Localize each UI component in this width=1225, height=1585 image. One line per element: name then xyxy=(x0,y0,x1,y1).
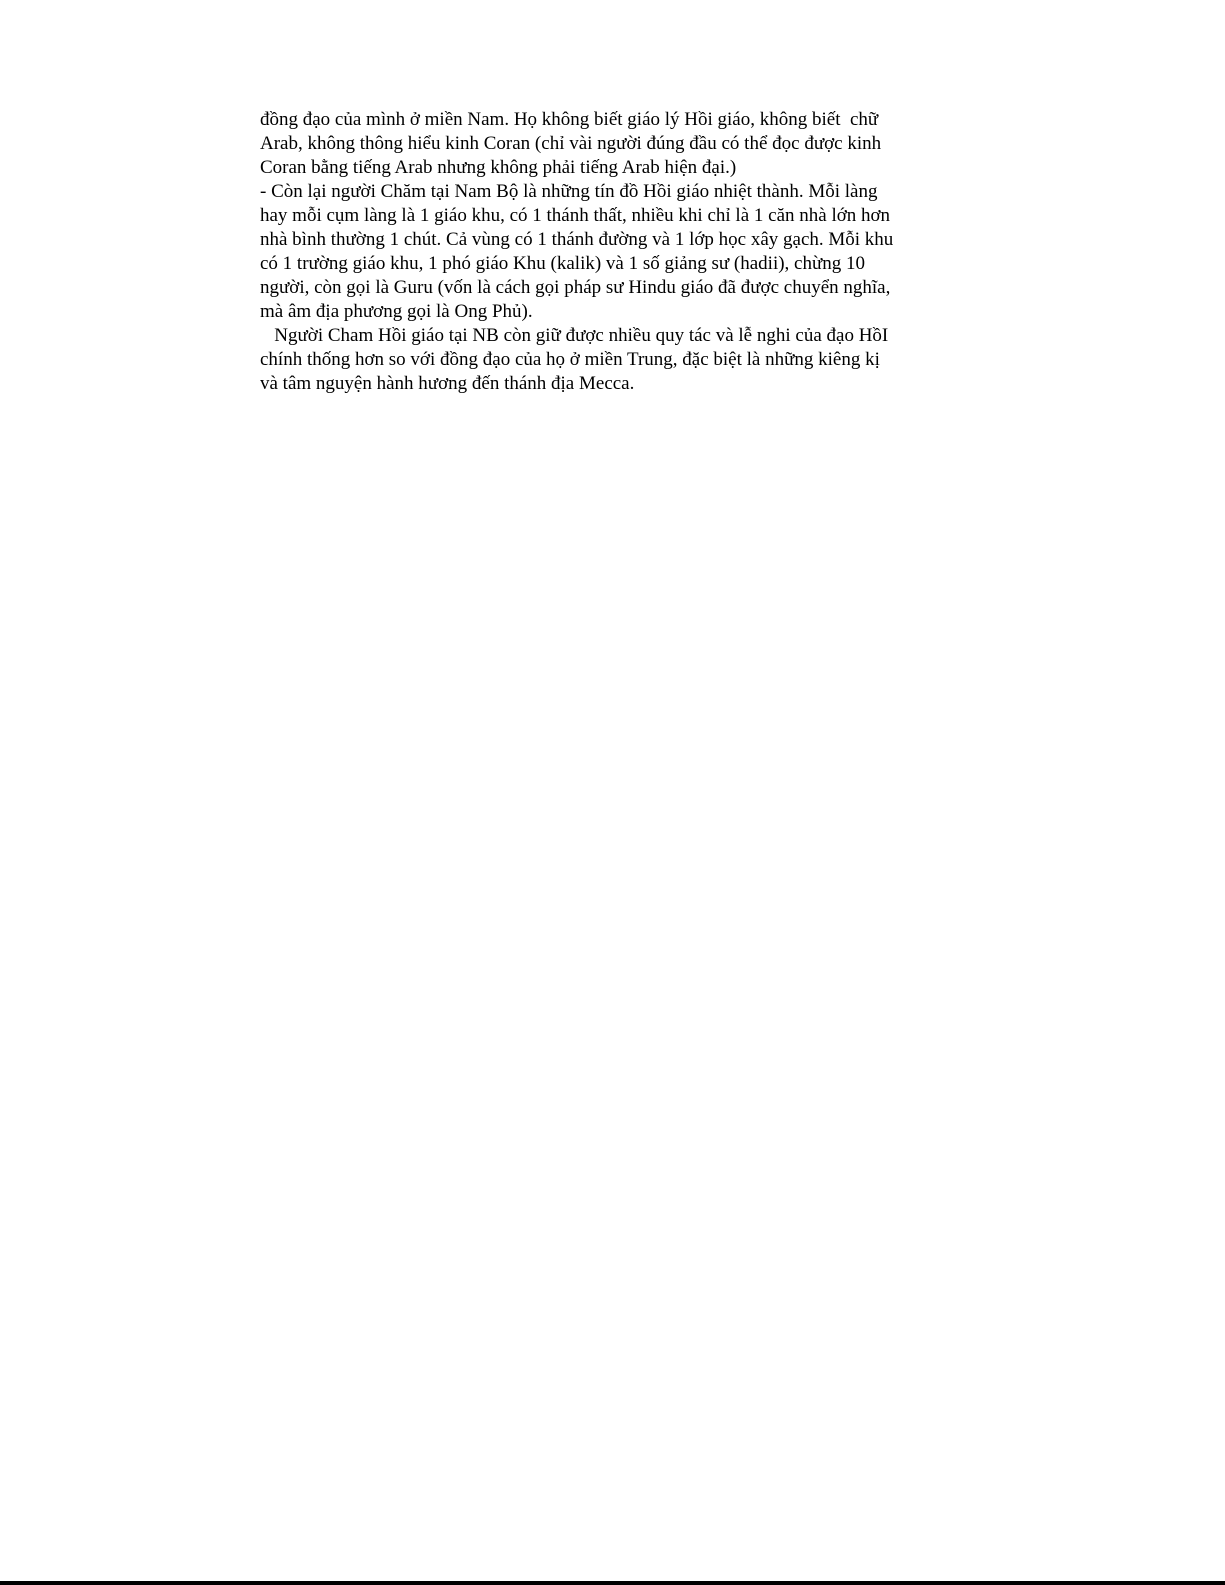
text-line: Người Cham Hồi giáo tại NB còn giữ được nhiều quy tác và lễ nghi của đạo HồI xyxy=(260,325,889,346)
text-line: hay mỗi cụm làng là 1 giáo khu, có 1 thánh thất, nhiều khi chỉ là 1 căn nhà lớn hơn xyxy=(260,205,891,226)
text-line: có 1 trường giáo khu, 1 phó giáo Khu (kalik) và 1 số giảng sư (hadii), chừng 10 xyxy=(260,253,866,274)
text-line: đồng đạo của mình ở miền Nam. Họ không biết giáo lý Hồi giáo, không biết chữ xyxy=(260,109,879,130)
text-line: nhà bình thường 1 chút. Cả vùng có 1 thánh đường và 1 lớp học xây gạch. Mỗi khu xyxy=(260,229,894,250)
text-line: người, còn gọi là Guru (vốn là cách gọi pháp sư Hindu giáo đã được chuyển nghĩa, xyxy=(260,277,891,298)
text-line: chính thống hơn so với đồng đạo của họ ở miền Trung, đặc biệt là những kiêng kị xyxy=(260,349,880,370)
text-line: Arab, không thông hiểu kinh Coran (chỉ vài người đúng đầu có thể đọc được kinh xyxy=(260,133,882,154)
text-line: và tâm nguyện hành hương đến thánh địa Mecca. xyxy=(260,373,635,394)
text-line: Coran bằng tiếng Arab nhưng không phải tiếng Arab hiện đại.) xyxy=(260,157,737,178)
body-text xyxy=(260,108,960,396)
text-line: mà âm địa phương gọi là Ong Phủ). xyxy=(260,301,533,322)
text-line: - Còn lại người Chăm tại Nam Bộ là những tín đồ Hồi giáo nhiệt thành. Mỗi làng xyxy=(260,181,878,202)
page-bottom-border xyxy=(0,1581,1225,1585)
